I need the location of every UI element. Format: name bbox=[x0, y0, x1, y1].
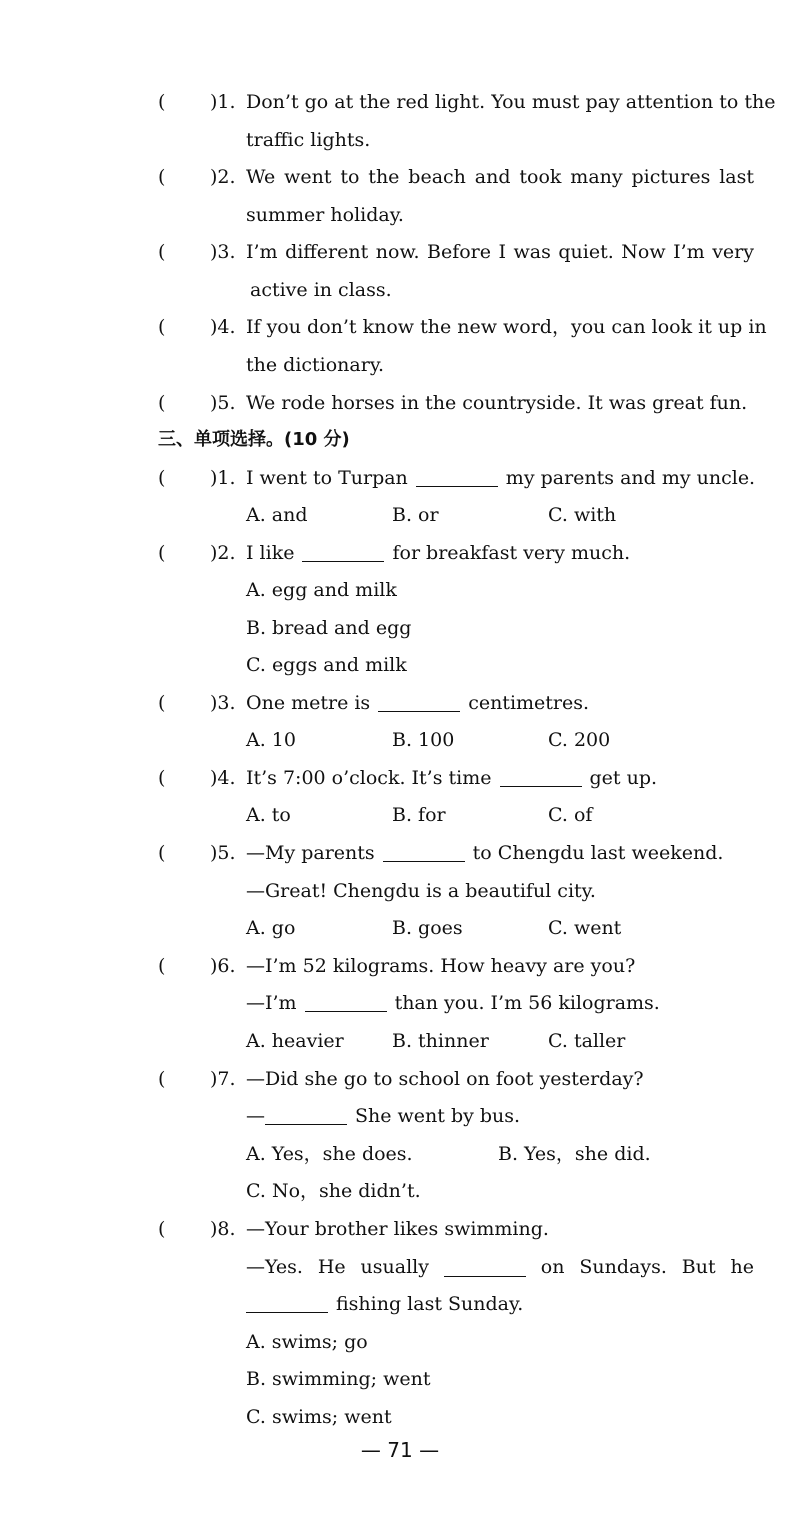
item-number: )5. bbox=[210, 392, 236, 414]
item-text: We rode horses in the countryside. It was great fun. bbox=[246, 392, 748, 414]
answer-paren: ( bbox=[158, 467, 166, 489]
item-text: If you don’t know the new word，you can look it up in bbox=[246, 316, 767, 338]
answer-paren: ( bbox=[158, 767, 166, 789]
item-number: )1. bbox=[210, 467, 236, 489]
judge-item-4-cont: the dictionary. bbox=[246, 354, 385, 376]
option-c: C. No，she didn’t. bbox=[246, 1180, 421, 1202]
answer-blank bbox=[383, 843, 465, 862]
question-word: he bbox=[730, 1256, 754, 1278]
question-word: He bbox=[317, 1256, 346, 1278]
option-c: C. swims; went bbox=[246, 1406, 392, 1428]
dialogue-line bbox=[246, 988, 754, 1018]
option-a: A. 10 bbox=[246, 729, 296, 751]
question-text: I went to Turpan bbox=[246, 467, 408, 489]
judge-item-4 bbox=[158, 312, 767, 342]
option-a: A. go bbox=[246, 917, 296, 939]
option-b: B. or bbox=[392, 504, 439, 526]
question-text: One metre is bbox=[246, 692, 371, 714]
item-number: )2. bbox=[210, 166, 236, 188]
question-text: than you. I’m 56 kilograms. bbox=[394, 992, 660, 1014]
option-c: C. taller bbox=[548, 1030, 626, 1052]
item-text: Don’t go at the red light. You must pay attention to the bbox=[246, 91, 776, 113]
item-number: )3. bbox=[210, 692, 236, 714]
answer-paren: ( bbox=[158, 692, 166, 714]
answer-blank bbox=[444, 1258, 526, 1277]
option-a: A. to bbox=[246, 804, 291, 826]
answer-blank bbox=[500, 768, 582, 787]
item-number: )6. bbox=[210, 955, 236, 977]
option-a: A. egg and milk bbox=[246, 579, 397, 601]
item-text: I’m different now. Before I was quiet. Now I’m very bbox=[246, 241, 754, 263]
judge-item-1 bbox=[158, 87, 776, 117]
question-text: —I’m 52 kilograms. How heavy are you? bbox=[246, 955, 636, 977]
answer-paren: ( bbox=[158, 1068, 166, 1090]
judge-item-1-cont: traffic lights. bbox=[246, 129, 371, 151]
option-b: B. Yes，she did. bbox=[498, 1143, 651, 1165]
dialogue-line bbox=[246, 1252, 754, 1282]
mc-question-4 bbox=[158, 763, 754, 793]
option-c: C. of bbox=[548, 804, 593, 826]
mc-question-1 bbox=[158, 463, 754, 493]
question-text: She went by bus. bbox=[355, 1105, 521, 1127]
option-a: A. heavier bbox=[246, 1030, 344, 1052]
answer-blank bbox=[378, 693, 460, 712]
question-text: —My parents bbox=[246, 842, 375, 864]
question-text: I like bbox=[246, 542, 295, 564]
judge-item-5 bbox=[158, 388, 754, 418]
mc-question-5 bbox=[158, 838, 754, 868]
question-text: It’s 7:00 o’clock. It’s time bbox=[246, 767, 492, 789]
question-text: —Did she go to school on foot yesterday? bbox=[246, 1068, 644, 1090]
question-text: centimetres. bbox=[468, 692, 590, 714]
item-number: )3. bbox=[210, 241, 236, 263]
item-number: )7. bbox=[210, 1068, 236, 1090]
answer-paren: ( bbox=[158, 542, 166, 564]
answer-blank bbox=[302, 543, 384, 562]
option-b: B. thinner bbox=[392, 1030, 489, 1052]
answer-blank bbox=[416, 468, 498, 487]
question-text: fishing last Sunday. bbox=[336, 1293, 524, 1315]
answer-blank bbox=[265, 1106, 347, 1125]
mc-question-2 bbox=[158, 538, 754, 568]
answer-paren: ( bbox=[158, 166, 166, 188]
dialogue-line bbox=[246, 1101, 754, 1131]
answer-paren: ( bbox=[158, 955, 166, 977]
mc-question-8 bbox=[158, 1214, 754, 1244]
answer-paren: ( bbox=[158, 316, 166, 338]
answer-paren: ( bbox=[158, 842, 166, 864]
option-a: A. Yes，she does. bbox=[246, 1143, 413, 1165]
option-c: C. eggs and milk bbox=[246, 654, 407, 676]
item-number: )4. bbox=[210, 767, 236, 789]
option-c: C. with bbox=[548, 504, 617, 526]
item-number: )4. bbox=[210, 316, 236, 338]
option-b: B. 100 bbox=[392, 729, 455, 751]
answer-paren: ( bbox=[158, 241, 166, 263]
question-text: my parents and my uncle. bbox=[505, 467, 756, 489]
answer-blank bbox=[246, 1294, 328, 1313]
page-number: — 71 — bbox=[360, 1438, 440, 1462]
question-text: —Your brother likes swimming. bbox=[246, 1218, 549, 1240]
question-text: get up. bbox=[589, 767, 658, 789]
question-word: on bbox=[540, 1256, 565, 1278]
question-word: But bbox=[681, 1256, 716, 1278]
judge-item-2-cont: summer holiday. bbox=[246, 204, 404, 226]
answer-paren: ( bbox=[158, 1218, 166, 1240]
item-number: )5. bbox=[210, 842, 236, 864]
judge-item-2 bbox=[158, 162, 754, 192]
question-text: — bbox=[246, 1105, 265, 1127]
item-number: )1. bbox=[210, 91, 236, 113]
mc-question-7 bbox=[158, 1064, 754, 1094]
judge-item-3-cont: active in class. bbox=[250, 279, 392, 301]
mc-question-3 bbox=[158, 688, 754, 718]
question-text: —I’m bbox=[246, 992, 297, 1014]
question-word: —Yes. bbox=[246, 1256, 303, 1278]
item-number: )2. bbox=[210, 542, 236, 564]
section-heading: 三、单项选择。(10 分) bbox=[158, 429, 350, 450]
item-text: We went to the beach and took many pictures last bbox=[246, 166, 754, 188]
answer-paren: ( bbox=[158, 91, 166, 113]
option-c: C. went bbox=[548, 917, 622, 939]
dialogue-line bbox=[246, 1289, 754, 1319]
item-number: )8. bbox=[210, 1218, 236, 1240]
question-text: to Chengdu last weekend. bbox=[472, 842, 724, 864]
option-c: C. 200 bbox=[548, 729, 611, 751]
judge-item-3 bbox=[158, 237, 754, 267]
question-text: for breakfast very much. bbox=[392, 542, 631, 564]
option-b: B. swimming; went bbox=[246, 1368, 431, 1390]
option-a: A. and bbox=[246, 504, 308, 526]
mc-question-6 bbox=[158, 951, 754, 981]
question-word: usually bbox=[360, 1256, 429, 1278]
option-b: B. for bbox=[392, 804, 446, 826]
dialogue-line: —Great! Chengdu is a beautiful city. bbox=[246, 880, 596, 902]
answer-paren: ( bbox=[158, 392, 166, 414]
option-a: A. swims; go bbox=[246, 1331, 368, 1353]
option-b: B. goes bbox=[392, 917, 463, 939]
answer-blank bbox=[305, 993, 387, 1012]
question-word: Sundays. bbox=[579, 1256, 667, 1278]
option-b: B. bread and egg bbox=[246, 617, 412, 639]
